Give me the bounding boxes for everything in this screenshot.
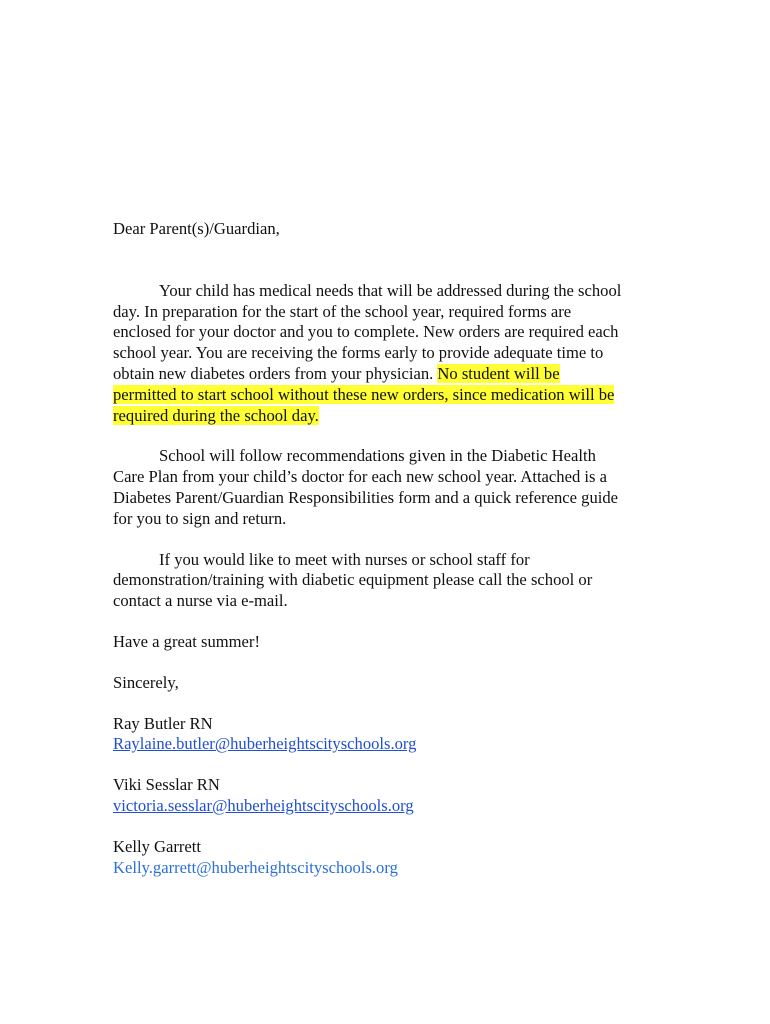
paragraph-line-text: obtain new diabetes orders from your physician.: [113, 363, 438, 383]
highlighted-warning: permitted to start school without these new orders, since medication will be: [113, 384, 615, 404]
signer-viki-sesslar: [113, 775, 658, 817]
paragraph-line: day. In preparation for the start of the school year, required forms are: [113, 301, 572, 321]
letter-body: [113, 219, 658, 898]
paragraph-line: Diabetes Parent/Guardian Responsibilities form and a quick reference guide: [113, 487, 619, 507]
signer-ray-butler: [113, 714, 658, 756]
paragraph-line: for you to sign and return.: [113, 508, 287, 528]
highlighted-warning: No student will be: [437, 363, 560, 383]
paragraph-line: demonstration/training with diabetic equipment please call the school or: [113, 570, 593, 590]
email-link-viki-sesslar[interactable]: victoria.sesslar@huberheightscityschools.org: [113, 795, 414, 815]
paragraph-line: Your child has medical needs that will be addressed during the school: [159, 280, 622, 300]
email-link-ray-butler[interactable]: Raylaine.butler@huberheightscityschools.org: [113, 734, 417, 754]
highlighted-warning-line: [113, 406, 658, 427]
email-link-kelly-garrett[interactable]: Kelly.garrett@huberheightscityschools.org: [113, 857, 398, 877]
paragraph-line-with-highlight: [113, 364, 658, 385]
greeting: Dear Parent(s)/Guardian,: [113, 219, 280, 238]
signer-kelly-garrett: [113, 837, 658, 879]
paragraph-line: contact a nurse via e-mail.: [113, 591, 288, 611]
highlighted-warning: required during the school day.: [113, 405, 319, 425]
signer-name: Viki Sesslar RN: [113, 775, 220, 795]
signer-name: Ray Butler RN: [113, 713, 213, 733]
paragraph-forms-required: [113, 281, 658, 427]
paragraph-line: school year. You are receiving the forms early to provide adequate time to: [113, 343, 604, 363]
paragraph-line: School will follow recommendations given in the Diabetic Health: [159, 446, 596, 466]
highlighted-warning-line: [113, 385, 658, 406]
paragraph-training: [113, 550, 658, 612]
paragraph-line: If you would like to meet with nurses or school staff for: [159, 549, 530, 569]
paragraph-line: enclosed for your doctor and you to complete. New orders are required each: [113, 322, 619, 342]
sign-off: Sincerely,: [113, 672, 179, 692]
paragraph-line: Care Plan from your child’s doctor for each new school year. Attached is a: [113, 467, 607, 487]
signer-name: Kelly Garrett: [113, 836, 202, 856]
paragraph-care-plan: [113, 446, 658, 529]
closing-wish: Have a great summer!: [113, 631, 260, 651]
